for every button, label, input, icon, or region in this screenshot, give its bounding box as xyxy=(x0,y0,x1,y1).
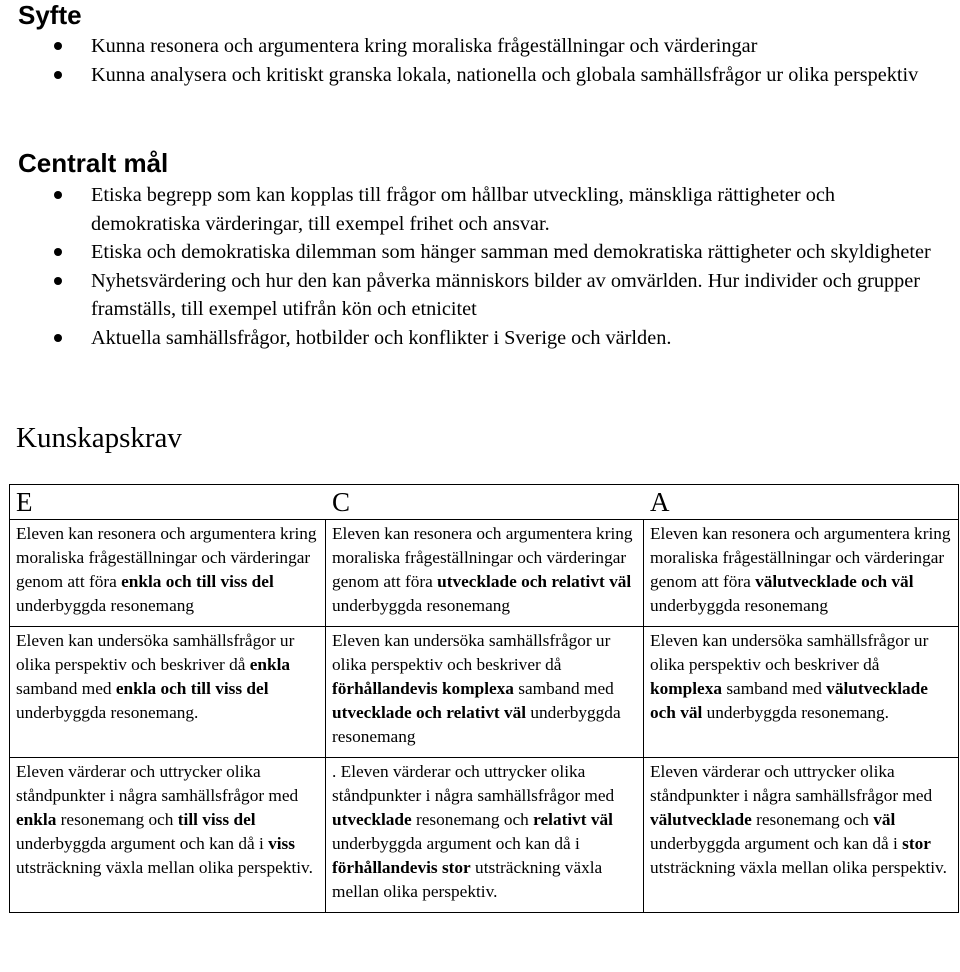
cell-a-2: Eleven kan undersöka samhällsfrågor ur olika perspektiv och beskriver då komplexa samband med välutvecklade och väl underbyggda resonemang. xyxy=(644,627,959,758)
list-item: Kunna resonera och argumentera kring moraliska frågeställningar och värderingar xyxy=(0,32,940,61)
table-row xyxy=(10,758,959,913)
bullet-icon xyxy=(54,277,62,285)
grade-header xyxy=(10,485,959,520)
kunskapskrav-table xyxy=(9,484,959,913)
centralt-heading: Centralt mål xyxy=(18,148,169,178)
table-row xyxy=(10,520,959,627)
kunskapskrav-heading: Kunskapskrav xyxy=(16,422,182,454)
list-item: Aktuella samhällsfrågor, hotbilder och konflikter i Sverige och världen. xyxy=(0,324,940,353)
list-item: Kunna analysera och kritiskt granska lokala, nationella och globala samhällsfrågor ur olika perspektiv xyxy=(0,61,940,90)
cell-a-1: Eleven kan resonera och argumentera kring moraliska frågeställningar och värderingar genom att föra välutvecklade och väl underbyggda resonemang xyxy=(644,520,959,627)
grade-c: C xyxy=(332,487,351,517)
list-item: Nyhetsvärdering och hur den kan påverka människors bilder av omvärlden. Hur individer och grupper framställs, till exempel utifrån kön och etnicitet xyxy=(0,267,940,324)
grade-e: E xyxy=(16,487,33,517)
bullet-icon xyxy=(54,71,62,79)
syfte-list xyxy=(0,32,940,89)
cell-a-3: Eleven värderar och uttrycker olika ståndpunkter i några samhällsfrågor med välutvecklade resonemang och väl underbyggda argument och kan då i stor utsträckning växla mellan olika perspektiv. xyxy=(644,758,959,913)
cell-e-1: Eleven kan resonera och argumentera kring moraliska frågeställningar och värderingar genom att föra enkla och till viss del underbyggda resonemang xyxy=(10,520,326,627)
cell-c-1: Eleven kan resonera och argumentera kring moraliska frågeställningar och värderingar genom att föra utvecklade och relativt väl underbyggda resonemang xyxy=(326,520,644,627)
cell-c-3: . Eleven värderar och uttrycker olika ståndpunkter i några samhällsfrågor med utvecklade resonemang och relativt väl underbyggda argument och kan då i förhållandevis stor utsträckning växla mellan olika perspektiv. xyxy=(326,758,644,913)
cell-c-2: Eleven kan undersöka samhällsfrågor ur olika perspektiv och beskriver då förhållandevis komplexa samband med utvecklade och relativt väl underbyggda resonemang xyxy=(326,627,644,758)
cell-e-2: Eleven kan undersöka samhällsfrågor ur olika perspektiv och beskriver då enkla samband med enkla och till viss del underbyggda resonemang. xyxy=(10,627,326,758)
list-item: Etiska och demokratiska dilemman som hänger samman med demokratiska rättigheter och skyldigheter xyxy=(0,238,940,267)
grade-a: A xyxy=(650,487,670,517)
bullet-icon xyxy=(54,248,62,256)
list-item: Etiska begrepp som kan kopplas till frågor om hållbar utveckling, mänskliga rättigheter och demokratiska värderingar, till exempel frihet och ansvar. xyxy=(0,181,940,238)
bullet-icon xyxy=(54,191,62,199)
table-row xyxy=(10,627,959,758)
bullet-icon xyxy=(54,42,62,50)
syfte-heading: Syfte xyxy=(18,0,82,30)
cell-e-3: Eleven värderar och uttrycker olika ståndpunkter i några samhällsfrågor med enkla resonemang och till viss del underbyggda argument och kan då i viss utsträckning växla mellan olika perspektiv. xyxy=(10,758,326,913)
centralt-list xyxy=(0,181,940,352)
bullet-icon xyxy=(54,334,62,342)
grade-header-row xyxy=(10,485,959,520)
